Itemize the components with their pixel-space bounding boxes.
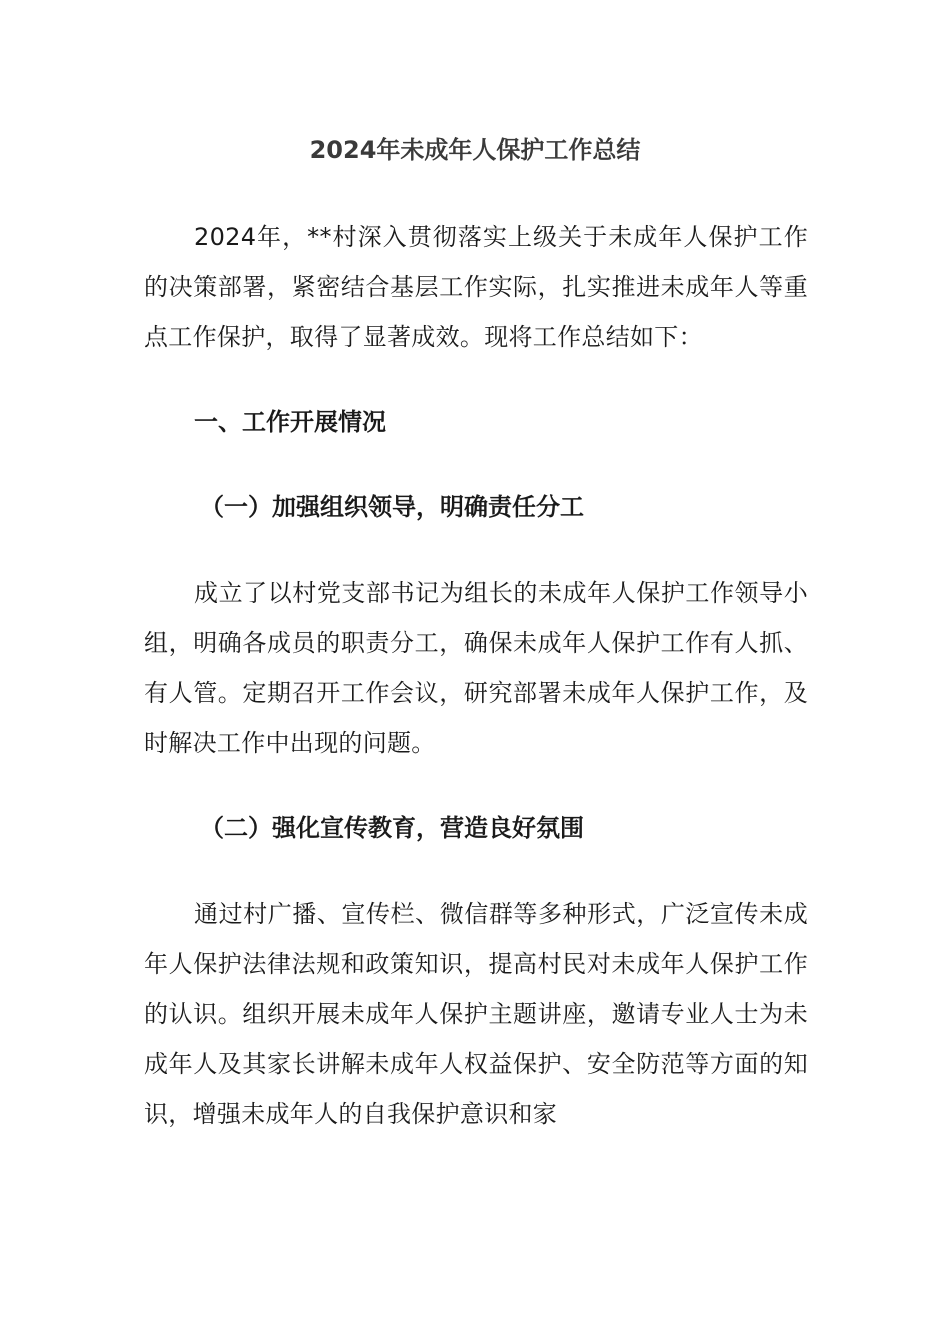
subsection-2-paragraph: 通过村广播、宣传栏、微信群等多种形式，广泛宣传未成年人保护法律法规和政策知识，提高村民对未成年人保护工作的认识。组织开展未成年人保护主题讲座，邀请专业人士为未成年人及其家长讲解未成年人权益保护、安全防范等方面的知识，增强未成年人的自我保护意识和家 (144, 900, 808, 1128)
subsection-heading-2: （二）强化宣传教育，营造良好氛围 (200, 814, 584, 842)
subsection-heading-1: （一）加强组织领导，明确责任分工 (200, 493, 584, 521)
subsection-1-paragraph: 成立了以村党支部书记为组长的未成年人保护工作领导小组，明确各成员的职责分工，确保未成年人保护工作有人抓、有人管。定期召开工作会议，研究部署未成年人保护工作，及时解决工作中出现的问题。 (144, 579, 808, 757)
intro-paragraph: 2024年，**村深入贯彻落实上级关于未成年人保护工作的决策部署，紧密结合基层工作实际，扎实推进未成年人等重点工作保护，取得了显著成效。现将工作总结如下： (144, 223, 808, 351)
document-title: 2024年未成年人保护工作总结 (309, 136, 641, 164)
section-heading-1: 一、工作开展情况 (194, 408, 386, 436)
